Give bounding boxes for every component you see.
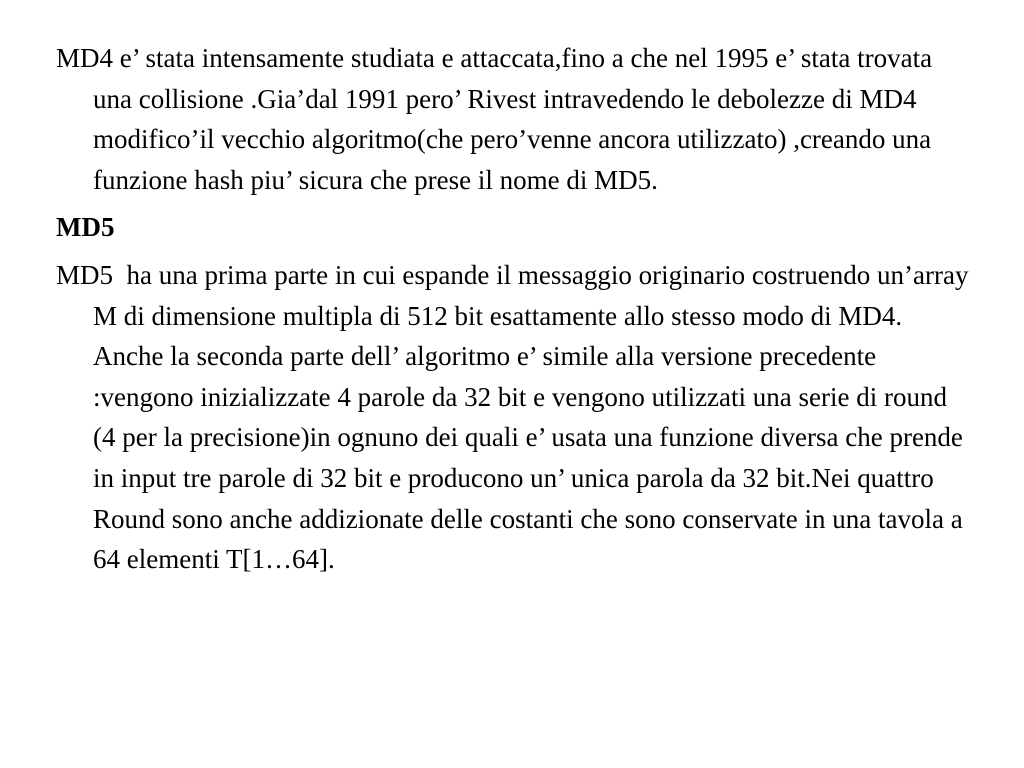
section-heading-md5: MD5 [56,212,115,243]
paragraph-md4-history: MD4 e’ stata intensamente studiata e attaccata,fino a che nel 1995 e’ stata trovata una collisione .Gia’dal 1991 pero’ Rivest intravedendo le debolezze di MD4 modifico’il vecchio algoritmo(che pero’venne ancora utilizzato) ,creando una funzione hash piu’ sicura che prese il nome di MD5. [56,43,933,195]
paragraph-md5-description: MD5 ha una prima parte in cui espande il messaggio originario costruendo un’array M di dimensione multipla di 512 bit esattamente allo stesso modo di MD4. Anche la seconda parte dell’ algoritmo e’ simile alla versione precedente :vengono inizializzate 4 parole da 32 bit e vengono utilizzati una serie di round (4 per la precisione)in ognuno dei quali e’ usata una funzione diversa che prende in input tre parole di 32 bit e producono un’ unica parola da 32 bit.Nei quattro Round sono anche addizionate delle costanti che sono conservate in una tavola a 64 elementi T[1…64]. [56,259,976,575]
slide-content [56,38,976,587]
